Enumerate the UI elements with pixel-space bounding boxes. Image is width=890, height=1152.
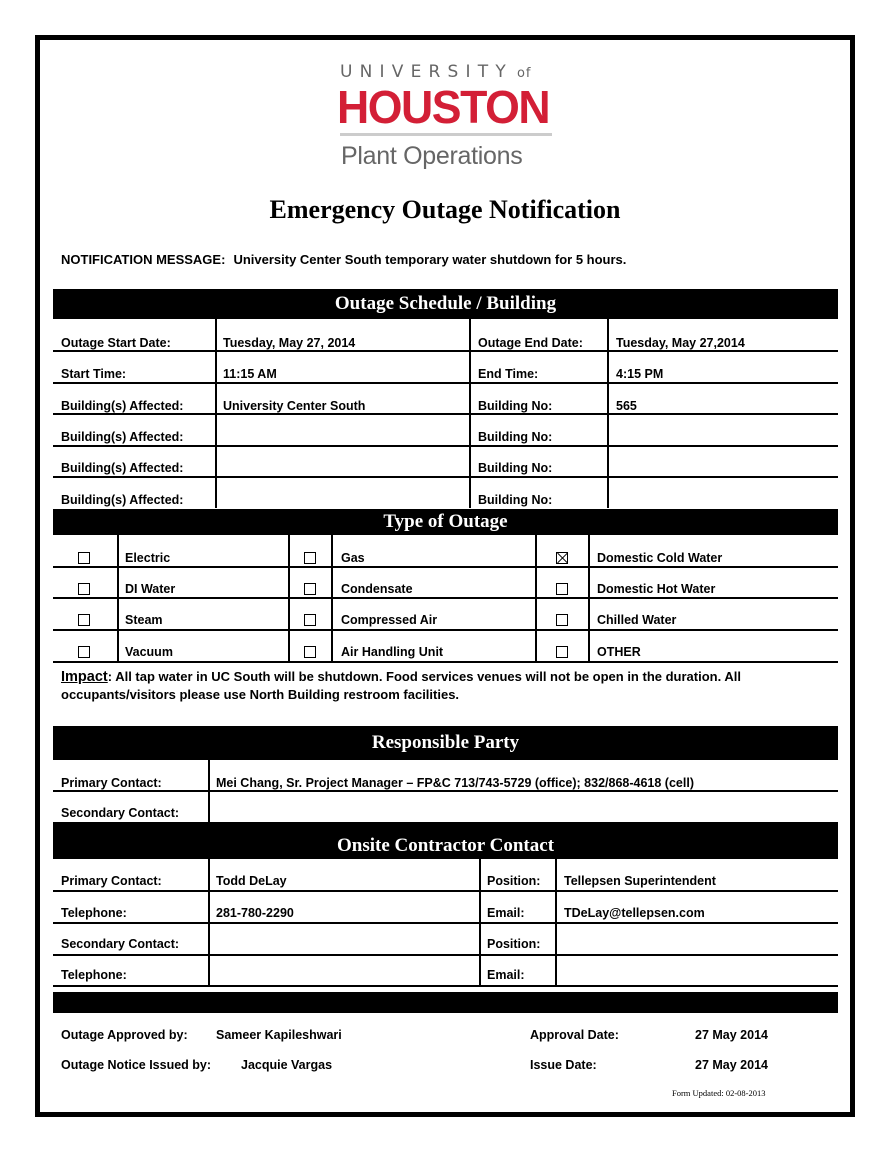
outage-type-label: Domestic Hot Water: [597, 582, 716, 596]
schedule-left-label: Building(s) Affected:: [61, 430, 184, 444]
logo-university-text: [340, 62, 555, 82]
outage-type-label: Air Handling Unit: [341, 645, 444, 659]
checkbox-other[interactable]: [556, 646, 568, 658]
grid-line: [53, 413, 838, 415]
contractor-left-label: Primary Contact:: [61, 874, 162, 888]
section-header-contractor: Onsite Contractor Contact: [53, 822, 838, 859]
contractor-left-label: Secondary Contact:: [61, 937, 180, 951]
schedule-right-label: End Time:: [478, 367, 539, 381]
issue-date-label: Issue Date:: [530, 1058, 597, 1072]
logo-of-word: of: [516, 66, 532, 81]
issued-by-value: Jacquie Vargas: [241, 1058, 333, 1072]
checkbox-steam[interactable]: [78, 614, 90, 626]
contractor-right-label: Position:: [487, 874, 541, 888]
grid-line: [53, 476, 838, 478]
outage-type-label: DI Water: [125, 582, 176, 596]
outage-type-label: OTHER: [597, 645, 641, 659]
outage-type-label: Compressed Air: [341, 613, 438, 627]
schedule-left-label: Building(s) Affected:: [61, 461, 184, 475]
approved-by-value: Sameer Kapileshwari: [216, 1028, 342, 1042]
contractor-right-label: Email:: [487, 968, 525, 982]
schedule-right-label: Building No:: [478, 399, 553, 413]
grid-line: [53, 445, 838, 447]
schedule-right-label: Building No:: [478, 461, 553, 475]
notification-message: [61, 252, 626, 267]
schedule-left-label: Building(s) Affected:: [61, 399, 184, 413]
grid-line: [53, 790, 838, 792]
checkbox-di-water[interactable]: [78, 583, 90, 595]
section-divider-bar: [53, 992, 838, 1013]
schedule-left-value: Tuesday, May 27, 2014: [223, 336, 356, 350]
grid-line: [53, 597, 838, 599]
grid-line: [53, 985, 838, 987]
grid-line: [53, 629, 838, 631]
schedule-left-value: University Center South: [223, 399, 366, 413]
schedule-left-label: Outage Start Date:: [61, 336, 171, 350]
outage-type-label: Condensate: [341, 582, 413, 596]
outage-type-label: Steam: [125, 613, 163, 627]
schedule-right-value: Tuesday, May 27,2014: [616, 336, 745, 350]
checkbox-gas[interactable]: [304, 552, 316, 564]
grid-line: [53, 382, 838, 384]
schedule-left-label: Building(s) Affected:: [61, 493, 184, 507]
checkbox-domestic-cold-water[interactable]: [556, 552, 568, 564]
page-title: Emergency Outage Notification: [269, 195, 621, 224]
impact-label: Impact: [61, 669, 108, 685]
schedule-right-value: 4:15 PM: [616, 367, 664, 381]
logo-divider: [340, 133, 552, 136]
outage-type-label: Gas: [341, 551, 365, 565]
logo-university-word: UNIVERSITY: [340, 62, 513, 82]
grid-line: [53, 566, 838, 568]
grid-line: [53, 954, 838, 956]
grid-line: [53, 890, 838, 892]
logo-houston-text: HOUSTON: [337, 81, 550, 133]
approved-by-label: Outage Approved by:: [61, 1028, 188, 1042]
schedule-right-label: Outage End Date:: [478, 336, 583, 350]
grid-line: [53, 661, 838, 663]
contractor-left-label: Telephone:: [61, 968, 127, 982]
primary-contact-value: Mei Chang, Sr. Project Manager – FP&C 713/743-5729 (office); 832/868-4618 (cell): [216, 776, 694, 790]
outage-type-label: Electric: [125, 551, 171, 565]
checkbox-domestic-hot-water[interactable]: [556, 583, 568, 595]
contractor-left-label: Telephone:: [61, 906, 127, 920]
section-header-outage-type: Type of Outage: [53, 509, 838, 535]
checkbox-condensate[interactable]: [304, 583, 316, 595]
section-header-responsible-party: Responsible Party: [53, 726, 838, 760]
logo-department-text: Plant Operations: [341, 142, 523, 170]
grid-line: [53, 350, 838, 352]
schedule-right-label: Building No:: [478, 493, 553, 507]
checkbox-chilled-water[interactable]: [556, 614, 568, 626]
approval-date-value: 27 May 2014: [695, 1028, 768, 1042]
approval-date-label: Approval Date:: [530, 1028, 619, 1042]
schedule-right-label: Building No:: [478, 430, 553, 444]
secondary-contact-label: Secondary Contact:: [61, 806, 180, 820]
contractor-right-label: Position:: [487, 937, 541, 951]
checkbox-electric[interactable]: [78, 552, 90, 564]
section-header-schedule: Outage Schedule / Building: [53, 289, 838, 319]
notification-label: NOTIFICATION MESSAGE:: [61, 252, 226, 267]
issue-date-value: 27 May 2014: [695, 1058, 768, 1072]
contractor-left-value: Todd DeLay: [216, 874, 287, 888]
contractor-right-label: Email:: [487, 906, 525, 920]
schedule-left-value: 11:15 AM: [223, 367, 277, 381]
impact-statement: [61, 668, 831, 704]
form-updated-note: Form Updated: 02-08-2013: [672, 1088, 766, 1098]
checkbox-air-handling-unit[interactable]: [304, 646, 316, 658]
notification-text: University Center South temporary water shutdown for 5 hours.: [233, 252, 627, 267]
schedule-left-label: Start Time:: [61, 367, 127, 381]
impact-text: : All tap water in UC South will be shutdown. Food services venues will not be open in the duration. All occupants/visitors please use North Building restroom facilities.: [61, 669, 741, 702]
primary-contact-label: Primary Contact:: [61, 776, 162, 790]
grid-line: [53, 922, 838, 924]
checkbox-compressed-air[interactable]: [304, 614, 316, 626]
schedule-right-value: 565: [616, 399, 637, 413]
checkbox-vacuum[interactable]: [78, 646, 90, 658]
contractor-left-value: 281-780-2290: [216, 906, 294, 920]
outage-type-label: Vacuum: [125, 645, 173, 659]
outage-type-label: Domestic Cold Water: [597, 551, 723, 565]
contractor-right-value: TDeLay@tellepsen.com: [564, 906, 705, 920]
contractor-right-value: Tellepsen Superintendent: [564, 874, 716, 888]
issued-by-label: Outage Notice Issued by:: [61, 1058, 212, 1072]
outage-type-label: Chilled Water: [597, 613, 677, 627]
